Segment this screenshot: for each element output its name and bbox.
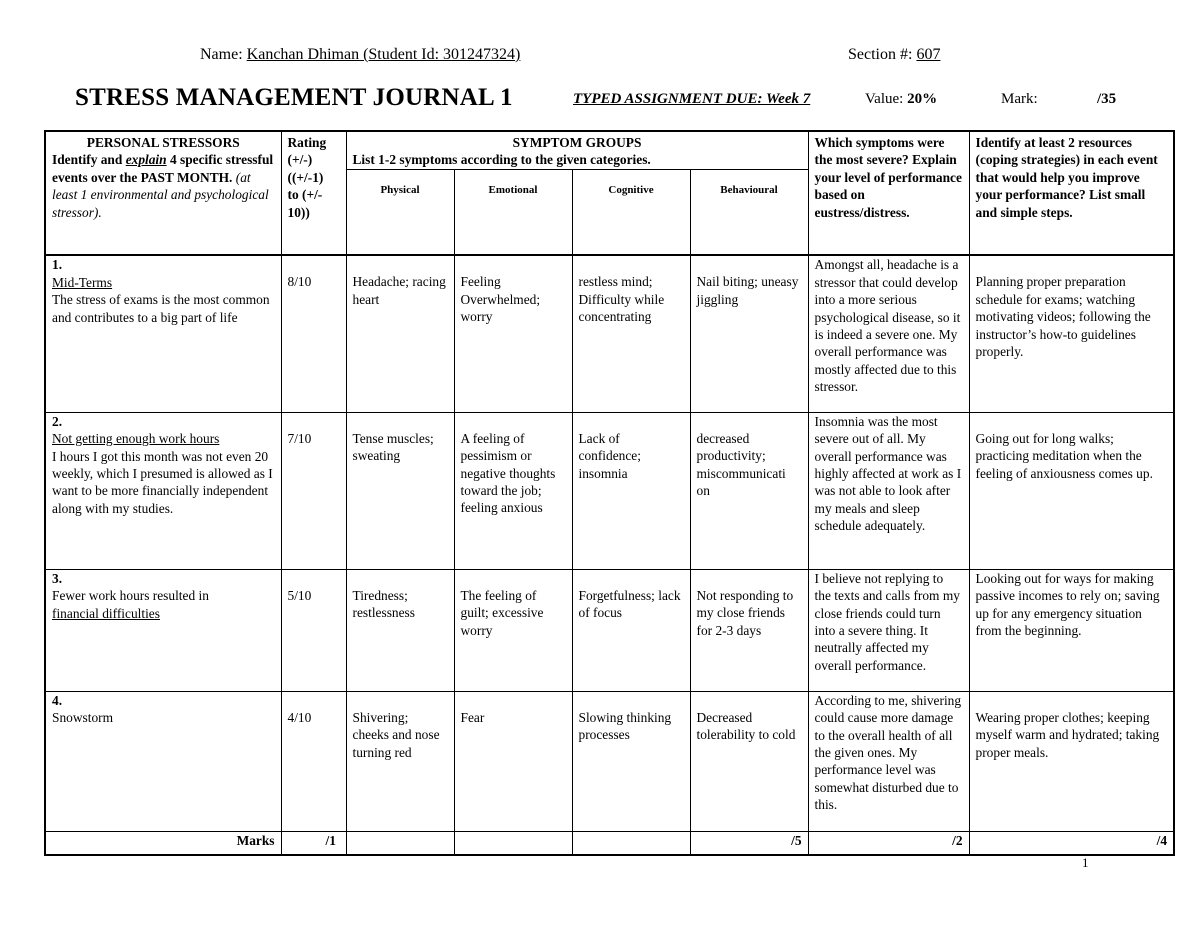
stressor-number: 2.: [52, 413, 63, 429]
stressors-desc-1: Identify and: [52, 152, 123, 168]
table-row: [45, 569, 1174, 691]
severe-cell: According to me, shivering could cause more damage to the overall health of all the given ones. My performance level was somewhat disturbed due to this.: [808, 691, 969, 831]
mark-total: /35: [1097, 91, 1117, 107]
cognitive-cell: Forgetfulness; lack of focus: [572, 569, 690, 691]
stressor-title: Snowstorm: [52, 710, 114, 726]
stressor-title: financial difficulties: [52, 605, 160, 621]
behavioural-cell: Nail biting; uneasy jiggling: [690, 255, 808, 412]
header-row-1: [45, 131, 1174, 169]
resources-cell: Going out for long walks; practicing meditation when the feeling of anxiousness comes up.: [969, 412, 1174, 569]
section-line: [848, 46, 940, 64]
rating-header: Rating (+/-) ((+/-1) to (+/- 10)): [281, 131, 346, 255]
journal-table: [44, 130, 1175, 856]
stressor-title-pre: Fewer work hours resulted in: [52, 588, 209, 604]
cognitive-cell: Lack of confidence; insomnia: [572, 412, 690, 569]
stressor-number: 4.: [52, 692, 63, 708]
resources-cell: Looking out for ways for making passive incomes to rely on; saving up for any emergency situation from the beginning.: [969, 569, 1174, 691]
physical-header: Physical: [346, 169, 454, 255]
marks-row: [45, 831, 1174, 855]
marks-resources: /4: [969, 831, 1174, 855]
rating-cell: 7/10: [281, 412, 346, 569]
behavioural-cell: Not responding to my close friends for 2-3 days: [690, 569, 808, 691]
cognitive-header: Cognitive: [572, 169, 690, 255]
section-label: Section #:: [848, 46, 913, 63]
marks-empty-cell: [572, 831, 690, 855]
resources-cell: Planning proper preparation schedule for exams; watching motivating videos; following the instructor’s how-to guidelines properly.: [969, 255, 1174, 412]
severe-header: Which symptoms were the most severe? Explain your level of performance based on eustress/distress.: [808, 131, 969, 255]
table-row: [45, 691, 1174, 831]
symptom-groups-header: [346, 131, 808, 169]
stressor-title: Mid-Terms: [52, 274, 113, 290]
value-line: [865, 91, 937, 108]
stressors-title: PERSONAL STRESSORS: [86, 135, 240, 150]
stressor-cell: [45, 255, 281, 412]
marks-severe: /2: [808, 831, 969, 855]
severe-cell: Amongst all, headache is a stressor that could develop into a more serious psychological disease, so it is indeed a severe one. My overall performance was mostly affected due to this stressor.: [808, 255, 969, 412]
table-row: [45, 412, 1174, 569]
marks-label: Marks: [45, 831, 281, 855]
name-line: [200, 46, 520, 64]
stressor-desc: I hours I got this month was not even 20 weekly, which I presumed is allowed as I want to be more financially independent along with my studies.: [52, 448, 273, 516]
due-note: TYPED ASSIGNMENT DUE: Week 7: [573, 91, 811, 107]
severe-cell: Insomnia was the most severe out of all. My overall performance was highly affected at work as I was not able to look after my meals and sleep schedule adequately.: [808, 412, 969, 569]
symptom-groups-desc: List 1-2 symptoms according to the given categories.: [352, 152, 651, 168]
value-amount: 20%: [907, 91, 938, 107]
physical-cell: Tense muscles; sweating: [346, 412, 454, 569]
behavioural-cell: Decreased tolerability to cold: [690, 691, 808, 831]
marks-empty-cell: [454, 831, 572, 855]
cognitive-cell: Slowing thinking processes: [572, 691, 690, 831]
emotional-cell: Fear: [454, 691, 572, 831]
stressors-desc-2: 4 specific stressful events over the PAST MONTH.: [52, 152, 274, 185]
behavioural-header: Behavioural: [690, 169, 808, 255]
stressors-desc-explain: explain: [125, 152, 167, 168]
student-name: Kanchan Dhiman (Student Id: 301247324): [246, 46, 521, 63]
marks-stressors: /1: [281, 831, 346, 855]
stressors-header: [45, 131, 281, 255]
marks-empty-cell: [346, 831, 454, 855]
stressor-cell: [45, 569, 281, 691]
stressor-title: Not getting enough work hours: [52, 431, 220, 447]
emotional-header: Emotional: [454, 169, 572, 255]
symptom-groups-title: SYMPTOM GROUPS: [512, 135, 642, 150]
emotional-cell: A feeling of pessimism or negative thoughts toward the job; feeling anxious: [454, 412, 572, 569]
physical-cell: Tiredness; restlessness: [346, 569, 454, 691]
emotional-cell: Feeling Overwhelmed; worry: [454, 255, 572, 412]
section-number: 607: [916, 46, 941, 63]
resources-header: Identify at least 2 resources (coping strategies) in each event that would help you improve your performance? List small and simple steps.: [969, 131, 1174, 255]
stressor-desc: The stress of exams is the most common and contributes to a big part of life: [52, 292, 270, 325]
stressor-number: 1.: [52, 257, 63, 273]
table-row: [45, 255, 1174, 412]
document-title: STRESS MANAGEMENT JOURNAL 1: [75, 84, 513, 111]
stressor-number: 3.: [52, 570, 63, 586]
rating-cell: 8/10: [281, 255, 346, 412]
resources-cell: Wearing proper clothes; keeping myself warm and hydrated; taking proper meals.: [969, 691, 1174, 831]
emotional-cell: The feeling of guilt; excessive worry: [454, 569, 572, 691]
mark-label: Mark:: [1001, 91, 1038, 107]
physical-cell: Headache; racing heart: [346, 255, 454, 412]
stressor-cell: [45, 412, 281, 569]
page-number: 1: [1082, 855, 1089, 870]
stressors-desc-note: (at least 1 environmental and psychological stressor).: [52, 169, 269, 220]
stressor-cell: [45, 691, 281, 831]
cognitive-cell: restless mind; Difficulty while concentrating: [572, 255, 690, 412]
behavioural-cell: decreased productivity; miscommunicati on: [690, 412, 808, 569]
name-label: Name:: [200, 46, 243, 63]
value-label: Value:: [865, 91, 904, 107]
severe-cell: I believe not replying to the texts and calls from my close friends could turn into a severe thing. It neutrally affected my overall performance.: [808, 569, 969, 691]
physical-cell: Shivering; cheeks and nose turning red: [346, 691, 454, 831]
rating-cell: 4/10: [281, 691, 346, 831]
rating-cell: 5/10: [281, 569, 346, 691]
marks-symptoms: /5: [690, 831, 808, 855]
